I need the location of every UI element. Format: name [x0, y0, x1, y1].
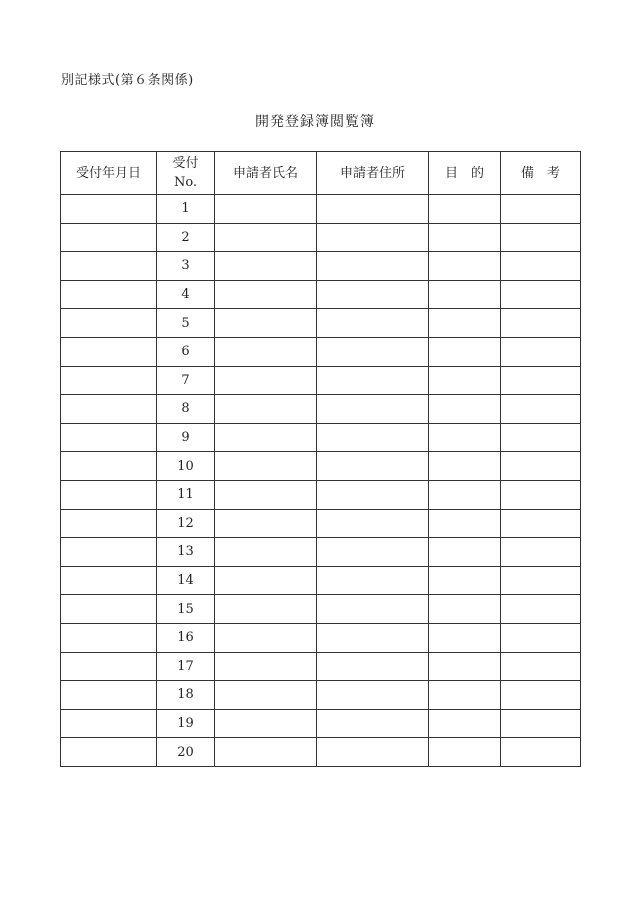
applicant-name-cell	[215, 309, 317, 338]
table-row	[61, 366, 581, 395]
table-row	[61, 738, 581, 767]
table-row	[61, 652, 581, 681]
purpose-cell	[429, 652, 501, 681]
remarks-cell	[501, 309, 581, 338]
remarks-cell	[501, 252, 581, 281]
applicant-address-cell	[317, 566, 429, 595]
date-cell	[61, 309, 157, 338]
applicant-name-cell	[215, 538, 317, 567]
purpose-cell	[429, 681, 501, 710]
table-row	[61, 595, 581, 624]
applicant-address-cell	[317, 280, 429, 309]
applicant-address-cell	[317, 623, 429, 652]
applicant-name-cell	[215, 195, 317, 224]
applicant-name-cell	[215, 252, 317, 281]
table-row	[61, 280, 581, 309]
no-cell: 2	[157, 223, 215, 252]
remarks-cell	[501, 395, 581, 424]
header-purpose: 目 的	[429, 152, 501, 195]
applicant-name-cell	[215, 595, 317, 624]
table-row	[61, 395, 581, 424]
no-cell: 18	[157, 681, 215, 710]
date-cell	[61, 395, 157, 424]
purpose-cell	[429, 738, 501, 767]
applicant-address-cell	[317, 509, 429, 538]
date-cell	[61, 709, 157, 738]
table-row	[61, 480, 581, 509]
purpose-cell	[429, 509, 501, 538]
applicant-address-cell	[317, 423, 429, 452]
applicant-address-cell	[317, 395, 429, 424]
no-cell: 19	[157, 709, 215, 738]
header-row	[61, 152, 581, 195]
remarks-cell	[501, 337, 581, 366]
no-cell: 11	[157, 480, 215, 509]
applicant-address-cell	[317, 309, 429, 338]
remarks-cell	[501, 652, 581, 681]
date-cell	[61, 280, 157, 309]
date-cell	[61, 252, 157, 281]
no-cell: 17	[157, 652, 215, 681]
applicant-name-cell	[215, 395, 317, 424]
no-cell: 1	[157, 195, 215, 224]
purpose-cell	[429, 623, 501, 652]
applicant-name-cell	[215, 280, 317, 309]
remarks-cell	[501, 595, 581, 624]
no-cell: 15	[157, 595, 215, 624]
applicant-name-cell	[215, 337, 317, 366]
purpose-cell	[429, 566, 501, 595]
remarks-cell	[501, 623, 581, 652]
table-row	[61, 195, 581, 224]
purpose-cell	[429, 337, 501, 366]
table-row	[61, 566, 581, 595]
viewing-register-table	[60, 151, 581, 767]
header-no	[157, 152, 215, 195]
applicant-address-cell	[317, 195, 429, 224]
no-cell: 9	[157, 423, 215, 452]
applicant-address-cell	[317, 480, 429, 509]
applicant-address-cell	[317, 223, 429, 252]
table-row	[61, 623, 581, 652]
applicant-address-cell	[317, 452, 429, 481]
applicant-name-cell	[215, 366, 317, 395]
date-cell	[61, 623, 157, 652]
applicant-address-cell	[317, 681, 429, 710]
applicant-address-cell	[317, 366, 429, 395]
no-cell: 7	[157, 366, 215, 395]
no-cell: 8	[157, 395, 215, 424]
applicant-address-cell	[317, 595, 429, 624]
remarks-cell	[501, 452, 581, 481]
header-date: 受付年月日	[61, 152, 157, 195]
purpose-cell	[429, 452, 501, 481]
date-cell	[61, 595, 157, 624]
applicant-address-cell	[317, 652, 429, 681]
purpose-cell	[429, 423, 501, 452]
date-cell	[61, 681, 157, 710]
table-row	[61, 309, 581, 338]
applicant-address-cell	[317, 709, 429, 738]
no-cell: 6	[157, 337, 215, 366]
remarks-cell	[501, 509, 581, 538]
date-cell	[61, 223, 157, 252]
purpose-cell	[429, 280, 501, 309]
date-cell	[61, 195, 157, 224]
no-cell: 16	[157, 623, 215, 652]
date-cell	[61, 480, 157, 509]
purpose-cell	[429, 366, 501, 395]
table-row	[61, 223, 581, 252]
date-cell	[61, 509, 157, 538]
document-title: 開発登録簿閲覧簿	[255, 114, 375, 130]
table-row	[61, 681, 581, 710]
applicant-name-cell	[215, 738, 317, 767]
applicant-name-cell	[215, 566, 317, 595]
applicant-name-cell	[215, 480, 317, 509]
remarks-cell	[501, 480, 581, 509]
applicant-name-cell	[215, 681, 317, 710]
no-cell: 20	[157, 738, 215, 767]
purpose-cell	[429, 480, 501, 509]
remarks-cell	[501, 223, 581, 252]
applicant-address-cell	[317, 337, 429, 366]
applicant-address-cell	[317, 738, 429, 767]
applicant-name-cell	[215, 423, 317, 452]
purpose-cell	[429, 195, 501, 224]
applicant-name-cell	[215, 452, 317, 481]
table-row	[61, 709, 581, 738]
date-cell	[61, 452, 157, 481]
remarks-cell	[501, 566, 581, 595]
table-row	[61, 252, 581, 281]
table-row	[61, 452, 581, 481]
applicant-name-cell	[215, 223, 317, 252]
date-cell	[61, 652, 157, 681]
purpose-cell	[429, 252, 501, 281]
applicant-name-cell	[215, 709, 317, 738]
table-row	[61, 423, 581, 452]
no-cell: 12	[157, 509, 215, 538]
no-cell: 10	[157, 452, 215, 481]
no-cell: 4	[157, 280, 215, 309]
header-remarks: 備 考	[501, 152, 581, 195]
purpose-cell	[429, 223, 501, 252]
header-applicant-name: 申請者氏名	[215, 152, 317, 195]
purpose-cell	[429, 395, 501, 424]
header-no-line1: 受付	[172, 156, 199, 171]
purpose-cell	[429, 309, 501, 338]
purpose-cell	[429, 595, 501, 624]
date-cell	[61, 538, 157, 567]
remarks-cell	[501, 538, 581, 567]
remarks-cell	[501, 709, 581, 738]
date-cell	[61, 337, 157, 366]
table-row	[61, 337, 581, 366]
date-cell	[61, 738, 157, 767]
no-cell: 13	[157, 538, 215, 567]
applicant-address-cell	[317, 252, 429, 281]
header-applicant-address: 申請者住所	[317, 152, 429, 195]
date-cell	[61, 366, 157, 395]
header-no-line2: No.	[173, 175, 198, 190]
table-row	[61, 538, 581, 567]
remarks-cell	[501, 195, 581, 224]
applicant-address-cell	[317, 538, 429, 567]
date-cell	[61, 423, 157, 452]
table-row	[61, 509, 581, 538]
date-cell	[61, 566, 157, 595]
no-cell: 3	[157, 252, 215, 281]
remarks-cell	[501, 280, 581, 309]
applicant-name-cell	[215, 509, 317, 538]
purpose-cell	[429, 709, 501, 738]
applicant-name-cell	[215, 623, 317, 652]
remarks-cell	[501, 423, 581, 452]
remarks-cell	[501, 738, 581, 767]
remarks-cell	[501, 681, 581, 710]
no-cell: 14	[157, 566, 215, 595]
remarks-cell	[501, 366, 581, 395]
purpose-cell	[429, 538, 501, 567]
form-label: 別記様式(第６条関係)	[61, 73, 194, 88]
applicant-name-cell	[215, 652, 317, 681]
no-cell: 5	[157, 309, 215, 338]
